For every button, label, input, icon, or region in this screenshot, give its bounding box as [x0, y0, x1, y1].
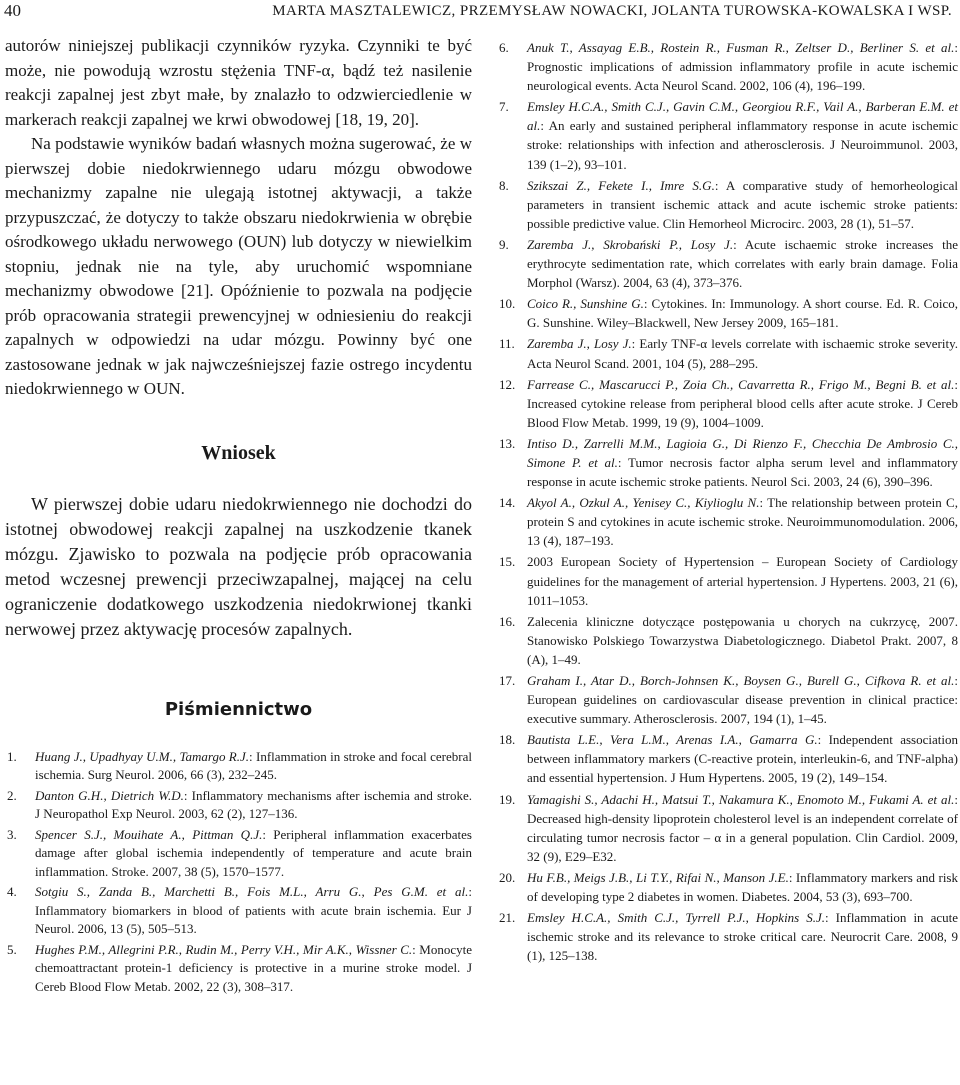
reference-number: 18.	[499, 732, 516, 748]
reference-number: 14.	[499, 495, 516, 511]
reference-item	[497, 671, 958, 728]
reference-text: : An early and sustained peripheral inflammatory response in acute ischemic stroke: relationships with infection and atherosclerosis. J Neuroimmunol. 2003, 139 (1–2), 93–101.	[527, 118, 958, 172]
reference-number: 17.	[499, 673, 516, 688]
running-head: MARTA MASZTALEWICZ, PRZEMYSŁAW NOWACKI, JOLANTA TUROWSKA-KOWALSKA I WSP.	[272, 3, 952, 19]
page-header	[0, 0, 960, 26]
reference-authors: Bautista L.E., Vera L.M., Arenas I.A., Gamarra G.	[527, 732, 818, 748]
reference-text: : European guidelines on cardiovascular disease prevention in clinical practice: executive summary. Atherosclerosis. 2007, 194 (1), 1–45.	[527, 673, 958, 727]
reference-number: 1.	[7, 748, 17, 764]
reference-item	[497, 552, 958, 609]
reference-authors: Akyol A., Ozkul A., Yenisey C., Kiylioglu N.	[527, 495, 760, 511]
reference-item	[497, 730, 958, 787]
references-list-right	[497, 38, 958, 965]
reference-text: : Acute ischaemic stroke increases the erythrocyte sedimentation rate, which correlates with early brain damage. Folia Morphol (Warsz). 2004, 63 (4), 373–376.	[527, 236, 958, 291]
reference-number: 13.	[499, 435, 516, 451]
reference-text: : Early TNF-α levels correlate with ischaemic stroke severity. Acta Neurol Scand. 2001, 104 (5), 288–295.	[527, 336, 958, 371]
reference-text: : Inflammation in acute ischemic stroke and its relevance to stroke critical care. Neurocrit Care. 2008, 9 (1), 125–138.	[527, 910, 958, 964]
reference-authors: Emsley H.C.A., Smith C.J., Tyrrell P.J., Hopkins S.J.	[527, 910, 826, 926]
reference-number: 4.	[7, 884, 17, 899]
reference-authors: Hu F.B., Meigs J.B., Li T.Y., Rifai N., Manson J.E.	[527, 869, 789, 885]
reference-authors: Danton G.H., Dietrich W.D.	[35, 787, 184, 803]
references-list-left	[5, 748, 472, 997]
conclusion-heading: Wniosek	[201, 441, 276, 464]
body-text	[5, 34, 472, 402]
reference-authors: Graham I., Atar D., Borch-Johnsen K., Boysen G., Burell G., Cifkova R. et al.	[527, 673, 955, 688]
reference-number: 16.	[499, 613, 516, 629]
reference-number: 5.	[7, 941, 17, 957]
reference-item	[497, 235, 958, 292]
reference-number: 7.	[499, 99, 509, 115]
reference-text: : Decreased high-density lipoprotein cholesterol level is an independent correlate of circulating tumor necrosis factor – α in a general population. Clin Cardiol. 2009, 32 (9), E29–E32.	[527, 791, 958, 864]
reference-item	[5, 748, 472, 785]
conclusion-paragraph: W pierwszej dobie udaru niedokrwiennego nie dochodzi do istotnej obwodowej reakcji zapalnej na uszkodzenie tkanek mózgu. Zjawisko to pozwala na podjęcie prób opracowania metod wczesnej prewencji przeciwzapalnej, mającej na celu ograniczenie dodatkowego uszkodzenia niedokrwionej tkanki nerwowej przez aktywację procesów zapalnych.	[5, 493, 472, 639]
reference-authors: Intiso D., Zarrelli M.M., Lagioia G., Di Rienzo F., Checchia De Ambrosio C., Simone P. et al.	[527, 435, 958, 470]
reference-number: 12.	[499, 376, 516, 392]
reference-number: 8.	[499, 177, 509, 193]
right-column	[497, 38, 958, 967]
left-column	[5, 34, 472, 998]
reference-text: : A comparative study of hemorheological parameters in transient ischemic attack and acute ischemic stroke patients: possible predictive value. Clin Hemorheol Microcirc. 2003, 28 (1), 51–57.	[527, 177, 958, 231]
reference-number: 15.	[499, 554, 516, 570]
reference-authors: Sotgiu S., Zanda B., Marchetti B., Fois M.L., Arru G., Pes G.M. et al.	[35, 884, 469, 899]
reference-item	[497, 38, 958, 95]
reference-text: : Inflammatory mechanisms after ischemia and stroke. J Neuropathol Exp Neurol. 2003, 62 (2), 127–136.	[35, 787, 473, 821]
reference-item	[5, 826, 472, 882]
reference-authors: Spencer S.J., Mouihate A., Pittman Q.J.	[35, 826, 263, 842]
reference-text: : Tumor necrosis factor alpha serum level and inflammatory response in acute ischemic stroke patients. Neurol Sci. 2003, 24 (6), 390–396.	[527, 454, 958, 490]
reference-item	[497, 868, 958, 906]
reference-number: 21.	[499, 910, 516, 926]
reference-item	[497, 176, 958, 233]
reference-item	[497, 434, 958, 491]
reference-text: : Peripheral inflammation exacerbates damage after global ischemia independently of temperature and acute brain inflammation. Stroke. 2007, 38 (5), 1570–1577.	[35, 826, 472, 879]
reference-text: : Monocyte chemoattractant protein-1 deficiency is protective in a murine stroke model. J Cereb Blood Flow Metab. 2002, 22 (3), 308–317.	[35, 941, 472, 994]
reference-authors: Coico R., Sunshine G.	[527, 296, 644, 312]
reference-item	[497, 612, 958, 669]
reference-number: 9.	[499, 236, 509, 252]
reference-number: 6.	[499, 40, 509, 55]
reference-item	[497, 908, 958, 965]
reference-text: 2003 European Society of Hypertension – European Society of Cardiology guidelines for the management of arterial hypertension. J Hypertens. 2003, 21 (6), 1011–1053.	[527, 554, 958, 608]
reference-authors: Hughes P.M., Allegrini P.R., Rudin M., Perry V.H., Mir A.K., Wissner C.	[35, 941, 413, 957]
paragraph: autorów niniejszej publikacji czynników ryzyka. Czynniki te być może, nie powodują wzrostu stężenia TNF-α, bądź też nasilenie reakcji zapalnej jest zbyt małe, by znalazło to odzwierciedlenie w markerach reakcji zapalnej we krwi obwodowej [18, 19, 20].	[5, 36, 472, 129]
reference-authors: Emsley H.C.A., Smith C.J., Gavin C.M., Georgiou R.F., Vail A., Barberan E.M. et al.	[527, 99, 958, 134]
reference-text: : Inflammatory markers and risk of developing type 2 diabetes in women. Diabetes. 2004, 53 (3), 693–700.	[527, 869, 958, 905]
page-number: 40	[4, 1, 21, 20]
reference-authors: Anuk T., Assayag E.B., Rostein R., Fusman R., Zeltser D., Berliner S. et al.	[527, 40, 955, 55]
reference-authors: Farrease C., Mascarucci P., Zoia Ch., Cavarretta R., Frigo M., Begni B. et al.	[527, 376, 955, 392]
reference-number: 3.	[7, 826, 17, 842]
reference-text: : Prognostic implications of admission inflammatory profile in acute ischemic neurological events. Acta Neurol Scand. 2002, 106 (4), 196–199.	[527, 40, 958, 94]
reference-text: : Increased cytokine release from peripheral blood cells after acute stroke. J Cereb Blood Flow Metab. 1999, 19 (9), 1004–1009.	[527, 376, 958, 430]
references-heading: Piśmiennictwo	[164, 698, 313, 720]
reference-authors: Szikszai Z., Fekete I., Imre S.G.	[527, 177, 715, 193]
reference-text: : Inflammation in stroke and focal cerebral ischemia. Surg Neurol. 2006, 66 (3), 232–245.	[35, 748, 472, 782]
reference-item	[5, 787, 472, 824]
reference-authors: Yamagishi S., Adachi H., Matsui T., Nakamura K., Enomoto M., Fukami A. et al.	[527, 791, 955, 807]
reference-item	[497, 375, 958, 432]
reference-authors: Zaremba J., Skrobański P., Losy J.	[527, 236, 734, 252]
reference-item	[5, 941, 472, 997]
reference-number: 19.	[499, 791, 516, 807]
reference-number: 20.	[499, 869, 516, 885]
reference-item	[497, 334, 958, 372]
reference-text: : The relationship between protein C, protein S and cytokines in acute ischemic stroke. Neuroimmunomodulation. 2006, 13 (4), 187–193.	[527, 495, 958, 549]
reference-number: 11.	[499, 336, 515, 352]
reference-item	[5, 883, 472, 939]
reference-item	[497, 790, 958, 866]
reference-text: : Independent association between inflammatory markers (C-reactive protein, interleukin-6, and TNF-alpha) and essential hypertension. J Hum Hypertens. 2005, 19 (2), 149–154.	[527, 732, 958, 786]
reference-item	[497, 97, 958, 173]
reference-item	[497, 493, 958, 550]
paragraph: Na podstawie wyników badań własnych można sugerować, że w pierwszej dobie niedokrwiennego udaru mózgu obwodowe mechanizmy zapalne nie ulegają istotnej aktywacji, a także przypuszczać, że dotyczy to także obszaru niedokrwienia w obrębie ośrodkowego układu nerwowego (OUN) lub dotyczy w niewielkim stopniu, jednak nie na tyle, aby uruchomić wspomniane mechanizmy obwodowe [21]. Opóźnienie to pozwala na podjęcie prób opracowania strategii prewencyjnej w odniesieniu do reakcji zapalnych w odpowiedzi na udar mózgu. Powinny być one zastosowane jednak w jak najwcześniejszej fazie ostrego incydentu niedokrwiennego w OUN.	[5, 134, 472, 398]
reference-number: 10.	[499, 296, 516, 312]
reference-text: : Inflammatory biomarkers in blood of patients with acute brain ischemia. Eur J Neurol. 2006, 13 (5), 505–513.	[35, 884, 472, 936]
reference-authors: Huang J., Upadhyay U.M., Tamargo R.J.	[35, 748, 250, 764]
reference-item	[497, 294, 958, 332]
reference-authors: Zaremba J., Losy J.	[527, 336, 632, 352]
reference-text: : Cytokines. In: Immunology. A short course. Ed. R. Coico, G. Sunshine. Wiley–Blackwell, New Jersey 2009, 165–181.	[527, 296, 958, 331]
reference-text: Zalecenia kliniczne dotyczące postępowania u chorych na cukrzycę, 2007. Stanowisko Polskiego Towarzystwa Diabetologicznego. Diabetol Prakt. 2007, 8 (A), 1–49.	[527, 613, 958, 667]
reference-number: 2.	[7, 787, 17, 803]
